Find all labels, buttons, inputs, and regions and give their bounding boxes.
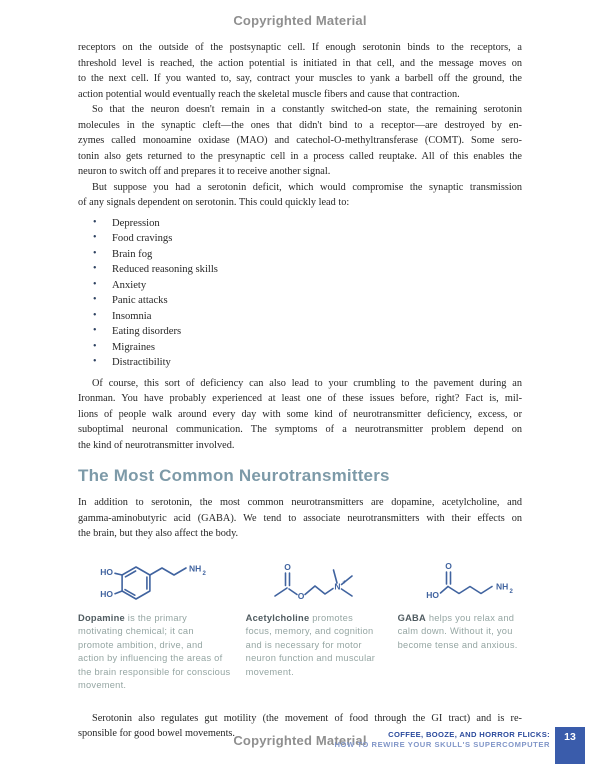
text-line: the brain, but they also affect the body. [78, 528, 239, 539]
bullet-icon: • [93, 309, 97, 321]
caption-acetylcholine [246, 612, 378, 693]
caption-lead: Dopamine [78, 612, 125, 623]
atom-label-carbonyl-o: O [284, 561, 291, 572]
page-number: 13 [564, 731, 576, 743]
acetylcholine-structure-diagram [255, 555, 395, 607]
symptom-list [78, 216, 522, 371]
text-line: molecules in the synaptic cleft—the ones that didn't bind to a receptor—are destroyed by en- [78, 119, 522, 131]
footer-title-line1: COFFEE, BOOZE, AND HORROR FLICKS: [388, 730, 550, 739]
text-line: neuron to switch off and prepares it to receive another signal. [78, 166, 331, 177]
atom-label-carbonyl-o: O [445, 560, 452, 571]
bullet-icon: • [93, 263, 97, 274]
atom-label-ho-top: HO [100, 566, 113, 577]
footer-book-title [335, 730, 551, 749]
bullet-icon: • [93, 247, 97, 259]
caption-text: promotes focus, memory, and cognition and is necessary for motor neuron function and muscular movement. [245, 612, 376, 677]
caption-lead: GABA [397, 612, 426, 623]
paragraph [78, 102, 522, 180]
text-line: tonin also gets returned to the presynaptic cell in a process called reuptake. All of this enables the [78, 150, 522, 162]
list-item [93, 324, 522, 340]
text-line: But suppose you had a serotonin deficit, which would compromise the synaptic transmission [92, 181, 522, 193]
list-item-label: Panic attacks [112, 295, 168, 306]
footer-title-line2: HOW TO REWIRE YOUR SKULL'S SUPERCOMPUTER [334, 740, 550, 749]
list-item-label: Distractibility [112, 357, 171, 368]
list-item [93, 262, 522, 278]
text-line: action potential would eventually reach the skeletal muscle fibers and cause that contraction. [78, 88, 460, 100]
atom-label-amine-sub: 2 [202, 570, 206, 577]
text-line: to the next cell. If you wanted to, say, contract your muscles to yank a barbell off the ground, the [78, 73, 522, 84]
text-line: In addition to serotonin, the most common neurotransmitters are dopamine, acetylcholine, and [78, 497, 522, 508]
atom-label-ester-o: O [297, 590, 305, 601]
list-item [93, 293, 522, 309]
paragraph [78, 40, 522, 102]
molecule-captions [78, 612, 522, 693]
atom-label-nitrogen: N [334, 581, 341, 591]
atom-label-amine: NH [496, 581, 509, 591]
list-item [93, 216, 522, 232]
paragraph [78, 180, 522, 211]
atom-label-charge: + [342, 579, 347, 586]
caption-lead: Acetylcholine [245, 612, 310, 623]
bullet-icon: • [93, 216, 97, 228]
bullet-icon: • [93, 294, 97, 305]
atom-label-ho-bottom: HO [100, 588, 113, 599]
text-line: sponsible for good bowel movements. [78, 728, 236, 739]
caption-dopamine [78, 612, 231, 693]
text-line: receptors on the outside of the postsynaptic cell. If enough serotonin binds to the receptors, a [78, 42, 522, 53]
text-line: Ironman. You have probably experienced at least one of these issues before, right? Fact is, mil- [78, 393, 522, 404]
list-item-label: Reduced reasoning skills [112, 264, 218, 275]
list-item [93, 231, 522, 247]
list-item [93, 309, 522, 325]
paragraph [78, 495, 522, 542]
list-item-label: Food cravings [112, 233, 173, 244]
bullet-icon: • [93, 325, 97, 336]
watermark-bottom: Copyrighted Material [233, 733, 367, 748]
list-item-label: Insomnia [112, 310, 152, 322]
bullet-icon: • [93, 340, 97, 352]
list-item [93, 340, 522, 356]
atom-label-amine-sub: 2 [509, 588, 513, 595]
text-line: the kind of neurotransmitter involved. [78, 439, 235, 451]
list-item-label: Depression [112, 217, 160, 229]
gaba-structure-diagram [415, 555, 547, 607]
text-line: threshold level is reached, the action potential is initiated in that cell, and the message moves on [78, 57, 522, 69]
section-heading: The Most Common Neurotransmitters [78, 466, 390, 485]
watermark-top: Copyrighted Material [233, 13, 367, 28]
text-line: Serotonin also regulates gut motility (the movement of food through the GI tract) and is re- [92, 712, 522, 724]
caption-text: helps you relax and calm down. Without it, you become tense and anxious. [397, 612, 518, 650]
list-item-label: Anxiety [112, 279, 147, 291]
dopamine-structure-diagram [78, 555, 240, 607]
text-line: suboptimal neuronal communication. The symptoms of a neurotransmitter problem depend on [78, 424, 522, 435]
list-item [93, 355, 522, 371]
bullet-icon: • [93, 232, 97, 243]
caption-text: is the primary motivating chemical; it can promote ambition, drive, and action by influencing the areas of the brain responsible for conscious movement. [78, 612, 231, 690]
list-item [93, 247, 522, 263]
text-line: gamma-aminobutyric acid (GABA). We tend to associate neurotransmitters with their effects on [78, 512, 522, 524]
atom-label-ho: HO [426, 589, 439, 600]
text-line: of any signals dependent on serotonin. This could quickly lead to: [78, 197, 350, 208]
atom-label-amine: NH [189, 563, 202, 573]
list-item-label: Eating disorders [112, 326, 182, 337]
text-line: Of course, this sort of deficiency can also lead to your crumbling to the pavement during an [92, 377, 522, 389]
bullet-icon: • [93, 278, 97, 290]
text-line: So that the neuron doesn't remain in a constantly switched-on state, the remaining serotonin [92, 104, 522, 115]
list-item-label: Migraines [112, 341, 155, 353]
list-item-label: Brain fog [112, 248, 153, 260]
bullet-icon: • [93, 356, 97, 367]
paragraph [78, 376, 522, 454]
molecule-diagrams [78, 555, 522, 607]
text-line: zymes called monoamine oxidase (MAO) and catechol-O-methyltransferase (COMT). Some sero- [78, 135, 522, 146]
caption-gaba [398, 612, 522, 693]
list-item [93, 278, 522, 294]
text-line: lions of people walk around every day with some kind of neurotransmitter deficiency, excess, or [78, 408, 522, 420]
page-content [78, 40, 522, 742]
page-number-box [555, 727, 585, 764]
